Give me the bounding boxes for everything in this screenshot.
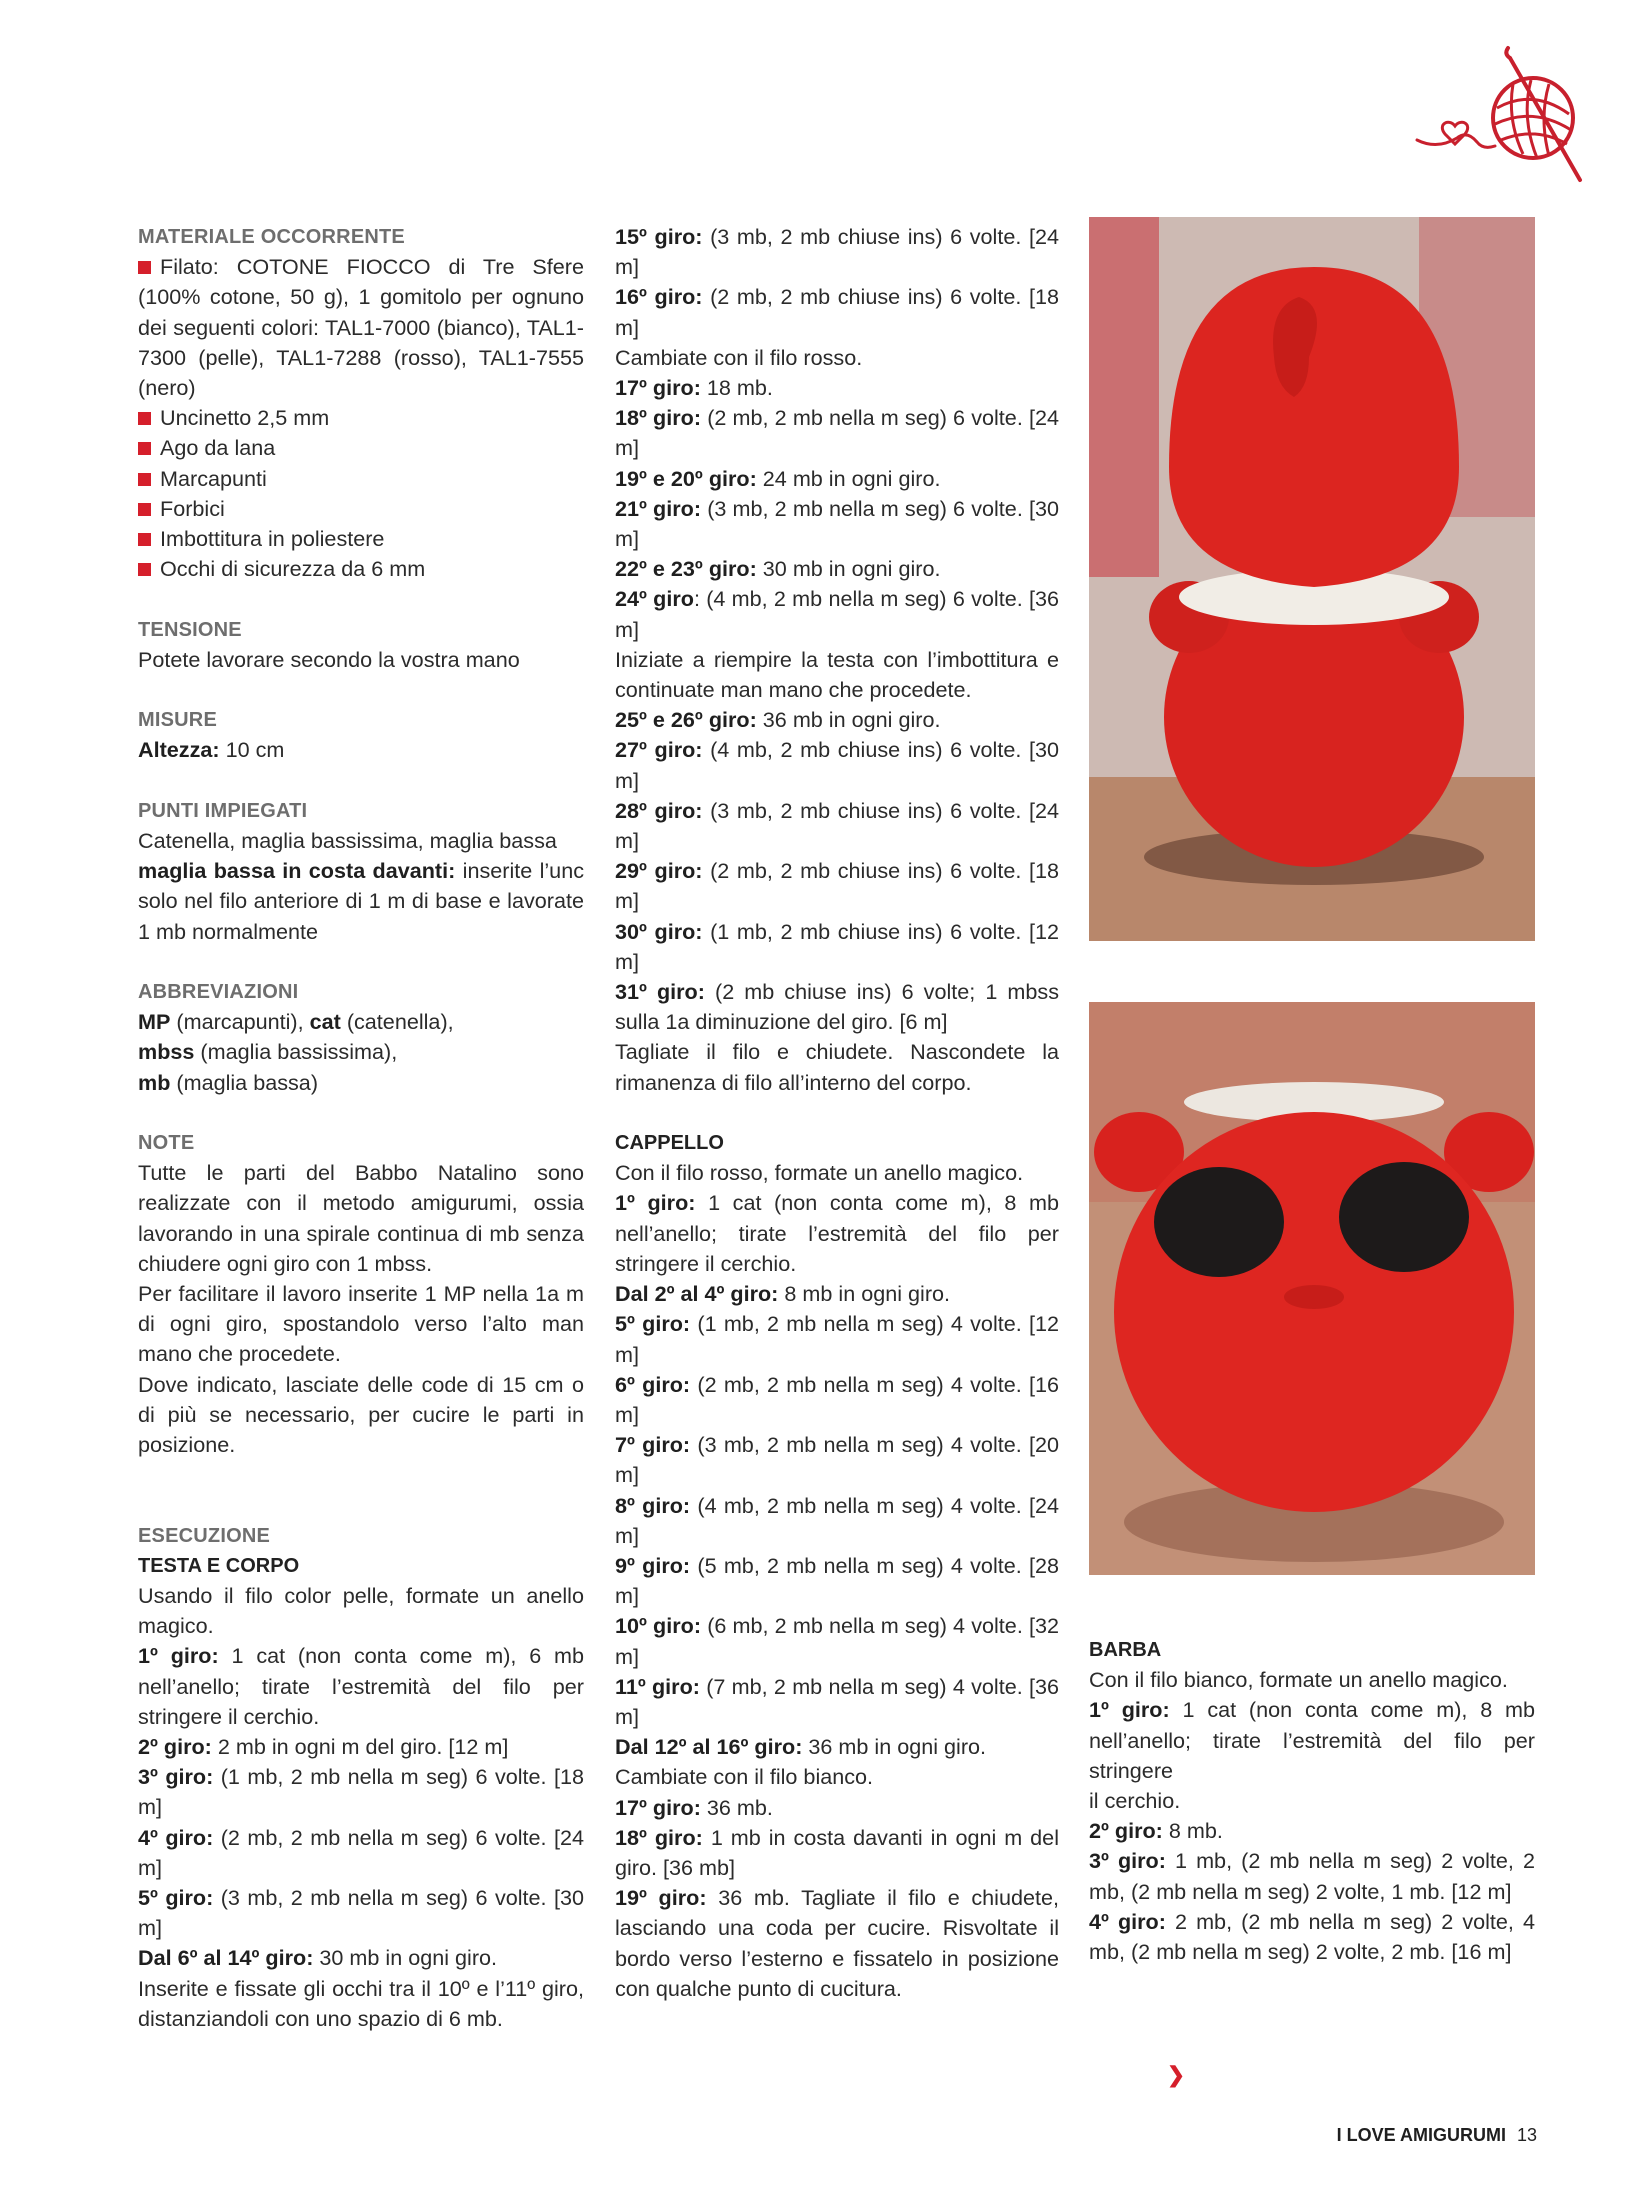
column-1 — [138, 222, 584, 2034]
misure-heading: MISURE — [138, 709, 217, 732]
abbreviazioni-heading: ABBREVIAZIONI — [138, 981, 299, 1004]
rows-b — [615, 373, 1059, 645]
instruction-row: 7º giro: (3 mb, 2 mb nella m seg) 4 volte. [20 m] — [615, 1432, 1060, 1488]
materiale-item: Uncinetto 2,5 mm — [138, 403, 584, 433]
continue-arrow-icon: ❯ — [1167, 2062, 1186, 2087]
change-red: Cambiate con il filo rosso. — [615, 344, 863, 370]
instruction-row: 22º e 23º giro: 30 mb in ogni giro. — [615, 556, 941, 582]
mb-costa-text: maglia bassa in costa davanti: inserite l’unc solo nel filo anteriore di 1 m di base e lavorate 1 mb normalmente — [138, 858, 584, 944]
note-heading: NOTE — [138, 1132, 195, 1155]
instruction-row: 11º giro: (7 mb, 2 mb nella m seg) 4 volte. [36 m] — [615, 1673, 1059, 1729]
instruction-row: Dal 2º al 4º giro: 8 mb in ogni giro. — [615, 1281, 951, 1307]
instruction-row: 16º giro: (2 mb, 2 mb chiuse ins) 6 volte. [18 m] — [615, 284, 1059, 340]
instruction-row: 2º giro: 8 mb. — [1089, 1818, 1223, 1844]
instruction-row: 5º giro: (1 mb, 2 mb nella m seg) 4 volte. [12 m] — [615, 1311, 1060, 1367]
instruction-row: 1º giro: 1 cat (non conta come m), 6 mb nell’anello; tirate l’estremità del filo per stringere il cerchio. — [138, 1643, 585, 1729]
bullet-square-icon — [138, 261, 151, 274]
instruction-row: 28º giro: (3 mb, 2 mb chiuse ins) 6 volte. [24 m] — [615, 797, 1059, 854]
tensione-heading: TENSIONE — [138, 618, 242, 641]
barba-heading: BARBA — [1089, 1639, 1162, 1661]
column-2 — [615, 222, 1059, 2004]
instruction-row: 21º giro: (3 mb, 2 mb nella m seg) 6 volte. [30 m] — [615, 495, 1059, 552]
instruction-row: 15º giro: (3 mb, 2 mb chiuse ins) 6 volte. [24 m] — [615, 224, 1059, 280]
materiale-filato: Filato: COTONE FIOCCO di Tre Sfere (100% cotone, 50 g), 1 gomitolo per ognuno dei seguenti colori: TAL1-7000 (bianco), TAL1-7300 (pelle), TAL1-7288 (rosso), TAL1-7555 (nero) — [138, 254, 584, 401]
bullet-square-icon — [138, 503, 151, 516]
rows-c — [615, 705, 1059, 1037]
instruction-row: 8º giro: (4 mb, 2 mb nella m seg) 4 volte. [24 m] — [615, 1492, 1060, 1548]
photo-santa-front — [1089, 1002, 1535, 1575]
barba-rows — [1089, 1695, 1535, 1967]
cappello-intro: Con il filo rosso, formate un anello magico. — [615, 1160, 1024, 1186]
cappello-rows-2 — [615, 1793, 1059, 2004]
instruction-row: 4º giro: 2 mb, (2 mb nella m seg) 2 volte, 4 mb, (2 mb nella m seg) 2 volte, 2 mb. [16 m] — [1089, 1908, 1535, 1965]
punti-heading: PUNTI IMPIEGATI — [138, 799, 308, 822]
note-para: Tutte le parti del Babbo Natalino sono realizzate con il metodo amigurumi, ossia lavorando in una spirale continua di mb senza chiudere ogni giro con 1 mbss. — [138, 1160, 584, 1276]
instruction-row: 4º giro: (2 mb, 2 mb nella m seg) 6 volte. [24 m] — [138, 1824, 584, 1880]
bullet-square-icon — [138, 563, 151, 576]
instruction-row: 27º giro: (4 mb, 2 mb chiuse ins) 6 volte. [30 m] — [615, 737, 1059, 793]
instruction-row: 5º giro: (3 mb, 2 mb nella m seg) 6 volte. [30 m] — [138, 1885, 584, 1941]
instruction-row: 6º giro: (2 mb, 2 mb nella m seg) 4 volte. [16 m] — [615, 1371, 1060, 1427]
bullet-square-icon — [138, 412, 151, 425]
punti-text: Catenella, maglia bassissima, maglia bassa — [138, 828, 557, 854]
instruction-row: 31º giro: (2 mb chiuse ins) 6 volte; 1 mbss sulla 1a diminuzione del giro. [6 m] — [615, 979, 1059, 1035]
instruction-row: Dal 12º al 16º giro: 36 mb in ogni giro. — [615, 1734, 987, 1760]
instruction-row: 24º giro: (4 mb, 2 mb nella m seg) 6 volte. [36 m] — [615, 586, 1059, 642]
change-white: Cambiate con il filo bianco. — [615, 1764, 874, 1790]
page-footer — [1337, 2125, 1537, 2146]
testa-intro: Usando il filo color pelle, formate un anello magico. — [138, 1583, 584, 1639]
instruction-row: 19º giro: 36 mb. Tagliate il filo e chiudete, lasciando una coda per cucire. Risvoltate il bordo verso l’esterno e fissatelo in posizione con qualche punto di cucitura. — [615, 1885, 1059, 2001]
yarn-ball-logo-icon — [1415, 40, 1595, 195]
instruction-row: 30º giro: (1 mb, 2 mb chiuse ins) 6 volte. [12 m] — [615, 918, 1059, 974]
magazine-title: I LOVE AMIGURUMI — [1336, 2125, 1506, 2145]
abbr-line-3: mb (maglia bassa) — [138, 1069, 319, 1095]
instruction-row: 17º giro: 18 mb. — [615, 375, 773, 401]
bullet-square-icon — [138, 473, 151, 486]
amigurumi-front-illustration — [1089, 1002, 1535, 1575]
instruction-row: 3º giro: (1 mb, 2 mb nella m seg) 6 volte. [18 m] — [138, 1764, 584, 1820]
instruction-row: 2º giro: 2 mb in ogni m del giro. [12 m] — [138, 1734, 509, 1760]
rows-a — [615, 222, 1059, 343]
esecuzione-heading: ESECUZIONE — [138, 1524, 271, 1547]
note-para: Per facilitare il lavoro inserite 1 MP nella 1a m di ogni giro, spostandolo verso l’alto man mano che procedete. — [138, 1281, 584, 1367]
note-para: Dove indicato, lasciate delle code di 15 cm o di più se necessario, per cucire le parti in posizione. — [138, 1371, 584, 1458]
column-3 — [1089, 1635, 1536, 2087]
testa-heading: TESTA E CORPO — [138, 1554, 300, 1577]
instruction-row: 19º e 20º giro: 24 mb in ogni giro. — [615, 465, 941, 491]
body-end: Tagliate il filo e chiudete. Nascondete la rimanenza di filo all’interno del corpo. — [615, 1039, 1059, 1095]
materiale-item: Occhi di sicurezza da 6 mm — [138, 554, 584, 584]
instruction-row: 3º giro: 1 mb, (2 mb nella m seg) 2 volte, 2 mb, (2 mb nella m seg) 2 volte, 1 mb. [12 m] — [1089, 1848, 1535, 1904]
instruction-row: 17º giro: 36 mb. — [615, 1794, 773, 1820]
photo-santa-side — [1089, 217, 1535, 941]
materiale-item: Imbottitura in poliestere — [138, 524, 584, 554]
tensione-text: Potete lavorare secondo la vostra mano — [138, 646, 520, 672]
instruction-row: 9º giro: (5 mb, 2 mb nella m seg) 4 volte. [28 m] — [615, 1552, 1060, 1609]
materiale-list — [138, 403, 584, 584]
instruction-row: 1º giro: 1 cat (non conta come m), 8 mb nell’anello; tirate l’estremità del filo per stringere — [1089, 1697, 1536, 1783]
instruction-row: Dal 6º al 14º giro: 30 mb in ogni giro. — [138, 1945, 498, 1971]
instruction-row: 10º giro: (6 mb, 2 mb nella m seg) 4 volte. [32 m] — [615, 1613, 1059, 1669]
abbr-line-2: mbss (maglia bassissima), — [138, 1039, 398, 1065]
instruction-row: 1º giro: 1 cat (non conta come m), 8 mb nell’anello; tirate l’estremità del filo per stringere il cerchio. — [615, 1190, 1060, 1276]
bullet-square-icon — [138, 442, 151, 455]
testa-end: Inserite e fissate gli occhi tra il 10º e l’11º giro, distanziandoli con uno spazio di 6 mb. — [138, 1975, 584, 2031]
materiale-heading: MATERIALE OCCORRENTE — [138, 226, 405, 248]
bullet-square-icon — [138, 533, 151, 546]
instruction-row: 29º giro: (2 mb, 2 mb chiuse ins) 6 volte. [18 m] — [615, 858, 1059, 914]
instruction-row: 18º giro: (2 mb, 2 mb nella m seg) 6 volte. [24 m] — [615, 405, 1059, 461]
barba-intro: Con il filo bianco, formate un anello magico. — [1089, 1667, 1508, 1693]
materiale-item: Marcapunti — [138, 464, 584, 494]
abbr-line-1: MP (marcapunti), cat (catenella), — [138, 1009, 454, 1035]
instruction-row: 18º giro: 1 mb in costa davanti in ogni m del giro. [36 mb] — [615, 1824, 1059, 1880]
amigurumi-side-illustration — [1089, 217, 1535, 941]
instruction-row: 25º e 26º giro: 36 mb in ogni giro. — [615, 707, 941, 733]
altezza-line: Altezza: 10 cm — [138, 737, 285, 763]
cappello-heading: CAPPELLO — [615, 1132, 724, 1155]
materiale-item: Forbici — [138, 494, 584, 524]
testa-rows — [138, 1641, 584, 1973]
instruction-row: il cerchio. — [1089, 1788, 1181, 1814]
cappello-rows — [615, 1188, 1059, 1762]
page-number: 13 — [1516, 2125, 1537, 2145]
materiale-item: Ago da lana — [138, 433, 584, 463]
fill-text: Iniziate a riempire la testa con l’imbottitura e continuate man mano che procedete. — [615, 646, 1059, 703]
